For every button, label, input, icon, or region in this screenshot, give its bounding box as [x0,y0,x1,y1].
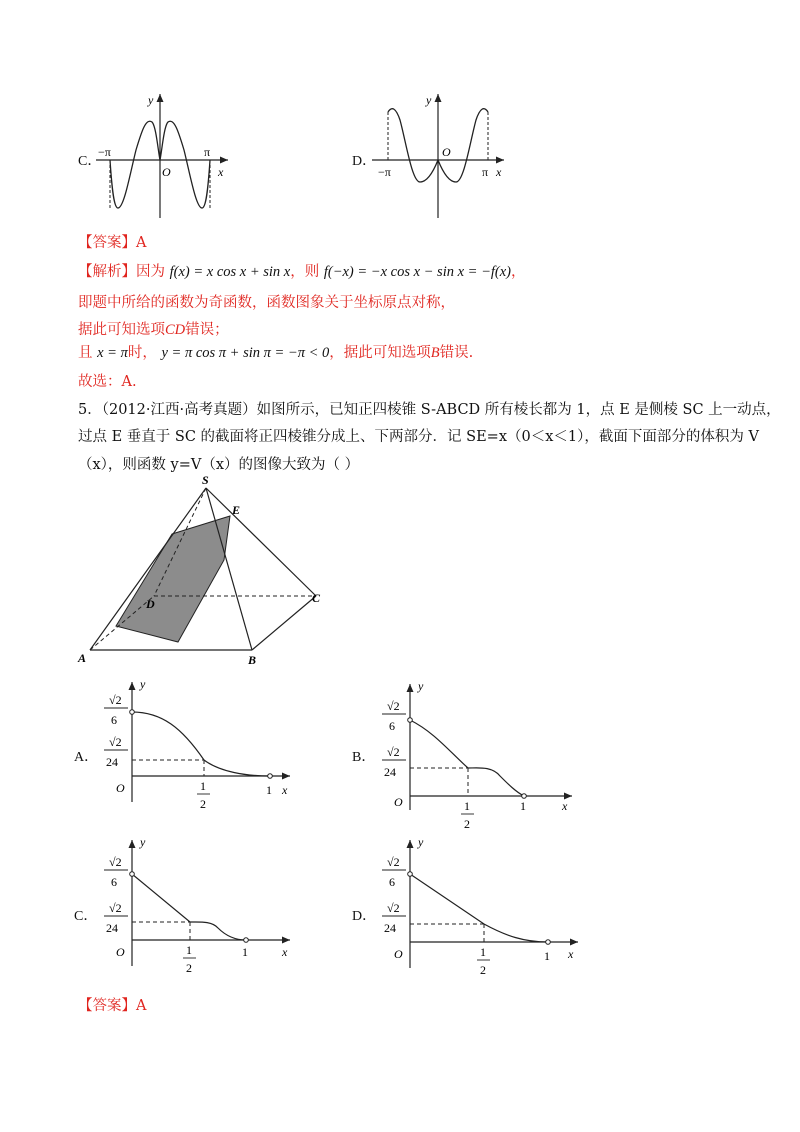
svg-text:6: 6 [389,875,395,889]
svg-text:6: 6 [111,875,117,889]
svg-text:√2: √2 [109,693,122,707]
svg-text:√2: √2 [109,735,122,749]
svg-text:1: 1 [480,945,486,959]
vertex-d: D [146,597,155,611]
neg-pi-label: −π [98,145,111,159]
pi-label: π [482,165,489,179]
analysis-line-1 [78,262,525,282]
q5-option-b-graph [374,680,574,850]
svg-text:√2: √2 [387,855,400,869]
svg-text:√2: √2 [109,901,122,915]
text: 据此可知选项 [78,322,165,338]
formula-y: y = π cos π + sin π = −π < 0 [161,345,330,361]
pyramid-figure [70,474,340,668]
edge-bc [252,596,316,650]
svg-text:√2: √2 [387,901,400,915]
svg-text:y: y [418,836,424,849]
question-5-line-3: （x），则函数 y=V（x）的图像大致为（ ） [78,457,360,473]
option-ref: B [430,345,440,361]
formula-f-neg: f(−x) = −x cos x − sin x = −f(x) [323,264,511,280]
svg-text:O: O [394,947,403,961]
vertex-s: S [202,474,209,487]
q5-option-c-label: C． [74,909,98,924]
svg-text:√2: √2 [387,745,400,759]
answer-prefix: 【答案】 [78,998,136,1014]
q5-option-b-label: B． [352,750,376,765]
svg-text:6: 6 [389,719,395,733]
option-d-label: D． [352,154,377,169]
neg-pi-label: −π [378,165,391,179]
svg-text:1: 1 [544,949,550,963]
question-5-line-1: 5．（2012·江西·高考真题）如图所示，已知正四棱锥 S-ABCD 所有棱长都为 1，点 E 是侧棱 SC 上一动点， [78,402,781,418]
y-label: y [426,93,432,107]
svg-text:x: x [562,799,568,813]
svg-text:1: 1 [520,799,526,813]
x-axis-arrow [220,157,228,164]
svg-text:√2: √2 [109,855,122,869]
x-label: x [218,165,224,179]
text: ，则 [290,264,320,280]
svg-text:x: x [282,783,288,797]
text: 时， [127,345,157,361]
analysis-line-5: 故选：A. [78,374,137,390]
analysis-line-3 [78,320,229,340]
answer-value: A [136,235,147,251]
svg-text:y: y [140,836,146,849]
q5-option-a-label: A． [74,750,99,765]
text: ，据此可知选项 [329,345,431,361]
answer-prefix: 【答案】 [78,235,136,251]
formula-f: f(x) = x cos x + sin x [169,264,291,280]
svg-text:24: 24 [384,765,396,779]
answer-2 [78,996,146,1016]
svg-text:1: 1 [266,783,272,797]
svg-text:y: y [418,680,424,693]
svg-text:2: 2 [464,817,470,831]
text: 且 [78,345,93,361]
svg-text:y: y [140,677,146,691]
svg-text:2: 2 [480,963,486,977]
text: ， [510,264,526,280]
q5-option-a-graph [96,676,296,846]
vertex-b: B [248,653,257,667]
vertex-e: E [232,503,241,517]
svg-text:1: 1 [464,799,470,813]
x-label: x [496,165,502,179]
text: 错误. [439,345,474,361]
svg-text:1: 1 [200,779,206,793]
svg-text:x: x [282,945,288,959]
q5-option-d-label: D． [352,909,377,924]
q5-option-d-graph [374,836,584,996]
svg-text:24: 24 [384,921,396,935]
y-axis-arrow [157,94,164,102]
analysis-line-4 [78,343,473,363]
option-ref: CD [165,322,186,338]
text: 错误； [185,322,229,338]
vertex-a: A [78,651,87,665]
y-axis-arrow [435,94,442,102]
svg-text:2: 2 [200,797,206,811]
svg-text:24: 24 [106,755,118,769]
svg-text:1: 1 [242,945,248,959]
answer-1 [78,233,146,253]
vertex-c: C [312,591,321,605]
analysis-prefix: 【解析】 [78,264,136,280]
x-axis-arrow [496,157,504,164]
origin-label: O [162,165,171,179]
answer-value: A [136,998,147,1014]
svg-text:O: O [394,795,403,809]
svg-text:24: 24 [106,921,118,935]
question-5-line-2: 过点 E 垂直于 SC 的截面将正四棱锥分成上、下两部分．记 SE=x（0＜x＜1），截面下面部分的体积为 V [78,429,759,445]
svg-text:O: O [116,781,125,795]
option-c-graph [96,90,236,220]
svg-text:x: x [568,947,574,961]
y-label: y [148,93,154,107]
svg-text:6: 6 [111,713,117,727]
svg-text:O: O [116,945,125,959]
option-d-graph [372,90,512,220]
svg-text:1: 1 [186,943,192,957]
option-c-label: C． [78,154,102,169]
svg-text:√2: √2 [387,699,400,713]
q5-option-c-graph [96,836,296,996]
pi-label: π [204,145,211,159]
text: 因为 [136,264,165,280]
svg-text:2: 2 [186,961,192,975]
formula-x: x = π [97,345,128,361]
origin-label: O [442,145,451,159]
analysis-line-2: 即题中所给的函数为奇函数，函数图象关于坐标原点对称， [78,295,455,311]
